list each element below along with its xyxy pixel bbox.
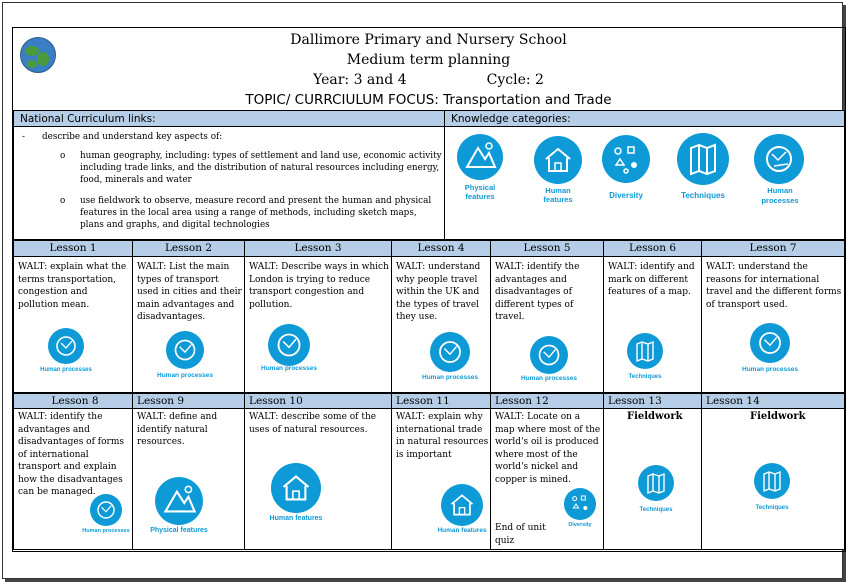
plan-subtitle: Medium term planning (346, 52, 511, 68)
lesson-8-text: WALT: identify the advantages and disadvantages of forms of international transport and explain how the disadvantages can be managed. (18, 412, 124, 497)
lesson-7-icon-label: Human processes (742, 366, 798, 373)
lesson-2-icon-label: Human processes (157, 372, 213, 379)
lesson-4-header: Lesson 4 (391, 240, 491, 257)
diversity-label: Diversity (609, 191, 643, 200)
curriculum-dash: - (22, 132, 25, 142)
human-processes-icon (166, 331, 204, 369)
human-processes-icon (48, 328, 84, 364)
lesson-1-text: WALT: explain what the terms transportation, congestion and pollution mean. (18, 262, 127, 310)
lesson-7-text: WALT: understand the reasons for international travel and the different forms of transport used. (706, 262, 842, 310)
lesson-6-header: Lesson 6 (603, 240, 702, 257)
human-processes-label: Human processes (761, 186, 799, 205)
school-name: Dallimore Primary and Nursery School (290, 32, 567, 48)
human-features-icon (271, 463, 321, 513)
lesson-9-icon-label: Physical features (150, 527, 208, 534)
lesson-12-icon-label: Diversity (568, 522, 592, 528)
lesson-3-header: Lesson 3 (244, 240, 392, 257)
lesson-2-header: Lesson 2 (132, 240, 245, 257)
lesson-7-header: Lesson 7 (701, 240, 845, 257)
lesson-9-text: WALT: define and identify natural resources. (137, 412, 218, 447)
lesson-4-text: WALT: understand why people travel within the UK and the types of travel they use. (396, 262, 481, 322)
lesson-11-icon-label: Human features (437, 527, 487, 534)
physical-features-label: Physical features (464, 183, 496, 201)
physical-features-icon (457, 134, 503, 180)
lesson-10-icon-label: Human features (269, 515, 323, 522)
lesson-14-header: Lesson 14 (701, 393, 845, 409)
diversity-icon (564, 488, 596, 520)
lesson-12-text: WALT: Locate on a map where most of the world's oil is produced where most of the world's nickel and copper is mined. (495, 412, 601, 485)
lesson-10-header: Lesson 10 (244, 393, 392, 409)
knowledge-heading: Knowledge categories: (444, 110, 845, 127)
human-processes-icon (530, 336, 568, 374)
physical-features-icon (155, 477, 203, 525)
techniques-icon (677, 133, 729, 185)
techniques-icon (627, 333, 663, 369)
curriculum-bullet-1: human geography, including: types of settlement and land use, economic activity including trade links, and the distribution of natural resources including energy, food, minerals and water (80, 151, 442, 185)
lesson-8-header: Lesson 8 (13, 393, 133, 409)
diversity-icon (602, 135, 650, 183)
human-features-icon (534, 136, 582, 184)
human-processes-icon (268, 324, 310, 366)
curriculum-bullet-2: use fieldwork to observe, measure record and present the human and physical features in the local area using a range of methods, including sketch maps, plans and graphs, and digital technologies (80, 196, 432, 230)
lesson-3-text: WALT: Describe ways in which London is trying to reduce transport congestion and pollution. (249, 262, 389, 310)
lesson-1-icon-label: Human processes (40, 367, 92, 373)
lesson-14-icon-label: Techniques (755, 505, 789, 511)
techniques-icon (638, 465, 674, 501)
lesson-6-text: WALT: identify and mark on different features of a map. (608, 262, 695, 297)
human-processes-icon (754, 134, 804, 184)
curriculum-heading: National Curriculum links: (13, 110, 445, 127)
bullet-marker: o (60, 151, 66, 161)
year-label: Year: 3 and 4 (313, 72, 407, 88)
lesson-5-text: WALT: identify the advantages and disadvantages of different types of travel. (495, 262, 580, 322)
lesson-12-header: Lesson 12 (490, 393, 604, 409)
lesson-3-icon-label: Human processes (261, 365, 317, 372)
lesson-13-icon-label: Techniques (639, 507, 673, 513)
lesson-2-text: WALT: List the main types of transport used in cities and their main advantages and disadvantages. (137, 262, 242, 322)
human-processes-icon (430, 332, 470, 372)
lesson-10-text: WALT: describe some of the uses of natural resources. (249, 412, 377, 435)
lesson-1-header: Lesson 1 (13, 240, 133, 257)
lesson-13-header: Lesson 13 (603, 393, 702, 409)
human-processes-icon (90, 494, 122, 526)
lesson-5-icon-label: Human processes (521, 375, 577, 382)
bullet-marker: o (60, 196, 66, 206)
human-features-icon (441, 484, 483, 526)
lesson-14-text: Fieldwork (750, 411, 806, 422)
lesson-8-icon-label: Human processes (82, 528, 130, 534)
lesson-11-text: WALT: explain why international trade in natural resources is important (396, 412, 489, 460)
lesson-13-text: Fieldwork (627, 411, 683, 422)
human-features-label: Human features (543, 186, 573, 204)
techniques-icon (754, 463, 790, 499)
cycle-label: Cycle: 2 (486, 72, 544, 88)
header (13, 28, 844, 110)
techniques-label: Techniques (681, 191, 725, 200)
year-cycle (13, 70, 844, 90)
curriculum-intro: describe and understand key aspects of: (42, 132, 223, 142)
lesson-6-icon-label: Techniques (628, 374, 662, 380)
lesson-9-header: Lesson 9 (132, 393, 245, 409)
human-processes-icon (750, 323, 790, 363)
lesson-5-header: Lesson 5 (490, 240, 604, 257)
lesson-12-end-quiz: End of unit quiz (495, 523, 546, 546)
topic-title: TOPIC/ CURRCIULUM FOCUS: Transportation and Trade (245, 92, 612, 108)
lesson-4-icon-label: Human processes (422, 374, 478, 381)
lesson-11-header: Lesson 11 (391, 393, 491, 409)
